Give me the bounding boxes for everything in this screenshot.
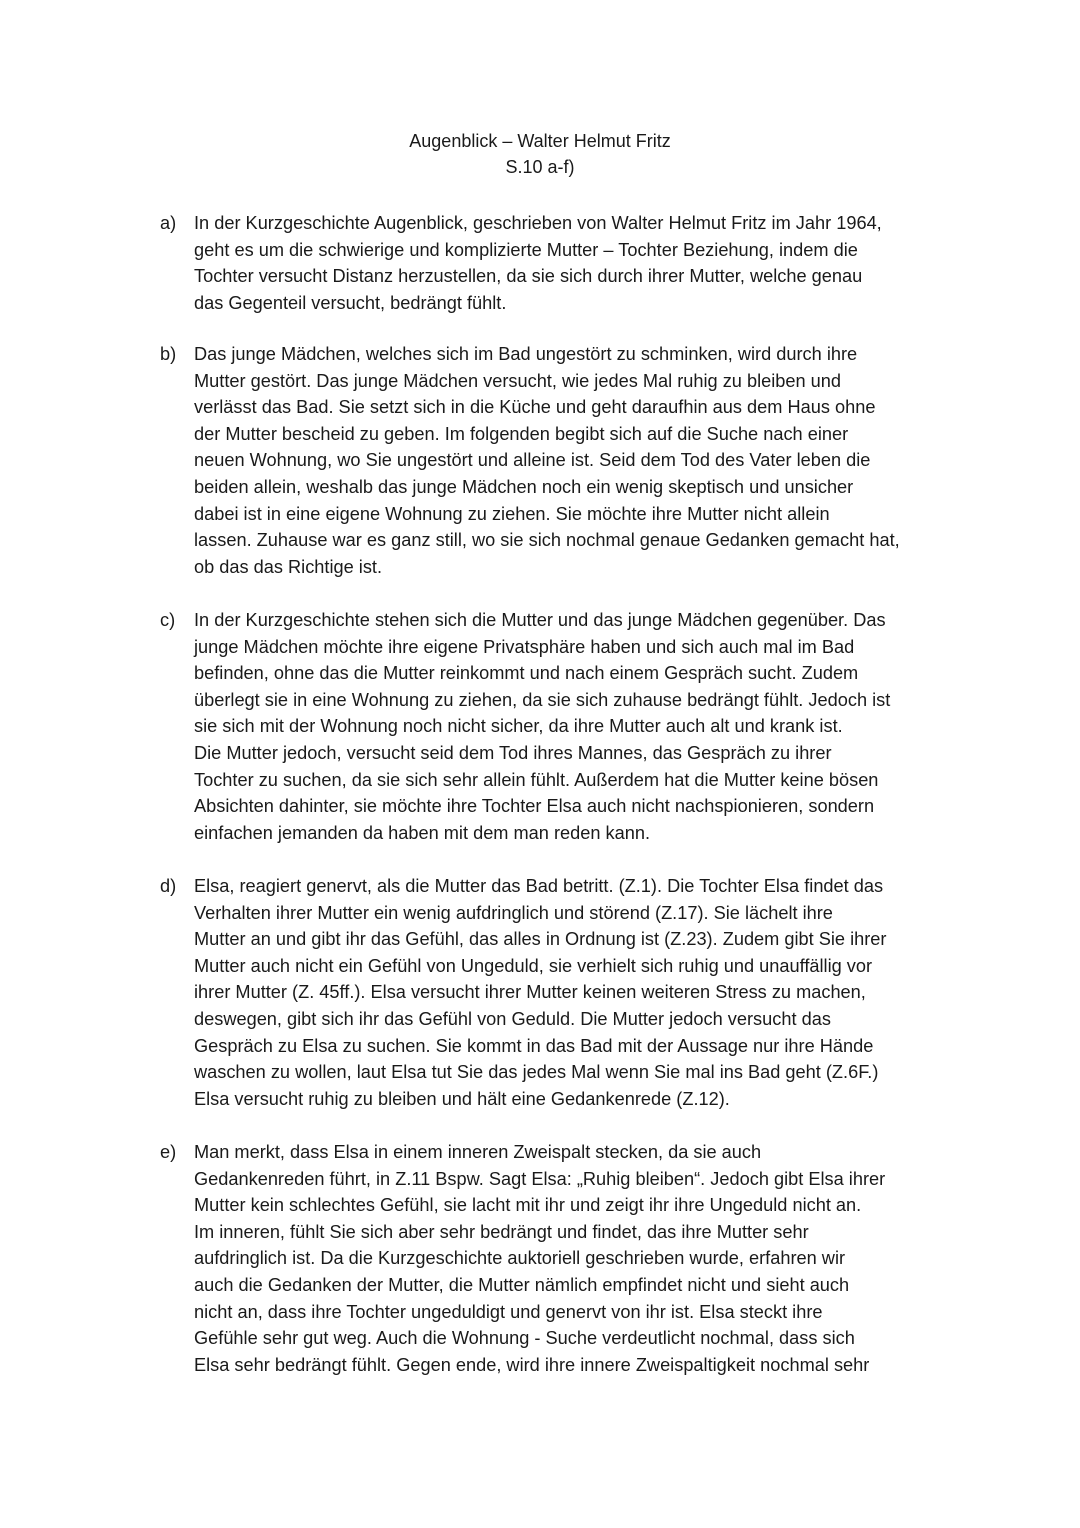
text-line: Im inneren, fühlt Sie sich aber sehr bedrängt und findet, das ihre Mutter sehr — [194, 1221, 809, 1242]
text-line: In der Kurzgeschichte Augenblick, geschrieben von Walter Helmut Fritz im Jahr 1964, — [194, 213, 882, 233]
text-line: waschen zu wollen, laut Elsa tut Sie das jedes Mal wenn Sie mal ins Bad geht (Z.6F.) — [194, 1062, 879, 1083]
text-line: Die Mutter jedoch, versucht seid dem Tod ihres Mannes, das Gespräch zu ihrer — [194, 742, 832, 763]
answer-section-a — [160, 210, 960, 316]
text-line: ihrer Mutter (Z. 45ff.). Elsa versucht ihrer Mutter keinen weiteren Stress zu machen, — [194, 982, 866, 1003]
text-line: Gedankenreden führt, in Z.11 Bspw. Sagt Elsa: „Ruhig bleiben“. Jedoch gibt Elsa ihrer — [194, 1168, 886, 1189]
text-line: einfachen jemanden da haben mit dem man reden kann. — [194, 822, 651, 843]
text-line: dabei ist in eine eigene Wohnung zu ziehen. Sie möchte ihre Mutter nicht allein — [194, 503, 830, 524]
text-line: Verhalten ihrer Mutter ein wenig aufdringlich und störend (Z.17). Sie lächelt ihre — [194, 902, 833, 923]
text-line: Mutter an und gibt ihr das Gefühl, das alles in Ordnung ist (Z.23). Zudem gibt Sie ihrer — [194, 929, 887, 950]
document-subtitle: S.10 a-f) — [505, 157, 575, 177]
text-line: lassen. Zuhause war es ganz still, wo sie sich nochmal genaue Gedanken gemacht hat, — [194, 530, 900, 551]
document-header — [0, 128, 1080, 180]
text-line: Elsa, reagiert genervt, als die Mutter das Bad betritt. (Z.1). Die Tochter Elsa findet das — [194, 876, 884, 896]
answer-section-c — [160, 607, 960, 846]
text-line: das Gegenteil versucht, bedrängt fühlt. — [194, 292, 507, 313]
document-title: Augenblick – Walter Helmut Fritz — [409, 131, 671, 151]
text-line: verlässt das Bad. Sie setzt sich in die Küche und geht daraufhin aus dem Haus ohne — [194, 397, 876, 418]
text-line: beiden allein, weshalb das junge Mädchen noch ein wenig skeptisch und unsicher — [194, 476, 854, 497]
section-marker: e) — [160, 1142, 177, 1162]
text-line: auch die Gedanken der Mutter, die Mutter nämlich empfindet nicht und sieht auch — [194, 1274, 850, 1295]
text-line: deswegen, gibt sich ihr das Gefühl von Geduld. Die Mutter jedoch versucht das — [194, 1008, 831, 1029]
text-line: aufdringlich ist. Da die Kurzgeschichte auktoriell geschrieben wurde, erfahren wir — [194, 1248, 846, 1269]
text-line: Mutter auch nicht ein Gefühl von Ungeduld, sie verhielt sich ruhig und unauffällig vor — [194, 955, 873, 976]
text-line: nicht an, dass ihre Tochter ungeduldigt und genervt von ihr ist. Elsa steckt ihre — [194, 1301, 823, 1322]
answer-section-e — [160, 1139, 960, 1378]
text-line: ob das das Richtige ist. — [194, 556, 383, 577]
section-marker: d) — [160, 876, 177, 896]
section-text — [194, 873, 960, 1112]
text-line: neuen Wohnung, wo Sie ungestört und alleine ist. Seid dem Tod des Vater leben die — [194, 450, 871, 471]
text-line: Gespräch zu Elsa zu suchen. Sie kommt in das Bad mit der Aussage nur ihre Hände — [194, 1035, 874, 1056]
text-line: überlegt sie in eine Wohnung zu ziehen, da sie sich zuhause bedrängt fühlt. Jedoch ist — [194, 689, 891, 710]
section-text — [194, 607, 960, 846]
text-line: geht es um die schwierige und komplizierte Mutter – Tochter Beziehung, indem die — [194, 239, 858, 260]
text-line: befinden, ohne das die Mutter reinkommt und nach einem Gespräch sucht. Zudem — [194, 663, 859, 684]
section-marker: b) — [160, 344, 177, 364]
text-line: Tochter zu suchen, da sie sich sehr allein fühlt. Außerdem hat die Mutter keine bösen — [194, 769, 879, 790]
section-marker: c) — [160, 610, 176, 630]
text-line: junge Mädchen möchte ihre eigene Privatsphäre haben und sich auch mal im Bad — [194, 636, 855, 657]
text-line: Elsa sehr bedrängt fühlt. Gegen ende, wird ihre innere Zweispaltigkeit nochmal sehr — [194, 1354, 870, 1375]
text-line: Tochter versucht Distanz herzustellen, da sie sich durch ihrer Mutter, welche genau — [194, 266, 863, 287]
text-line: Gefühle sehr gut weg. Auch die Wohnung - Suche verdeutlicht nochmal, dass sich — [194, 1328, 855, 1349]
text-line: In der Kurzgeschichte stehen sich die Mutter und das junge Mädchen gegenüber. Das — [194, 610, 886, 630]
text-line: Absichten dahinter, sie möchte ihre Tochter Elsa auch nicht nachspionieren, sondern — [194, 796, 875, 817]
text-line: Das junge Mädchen, welches sich im Bad ungestört zu schminken, wird durch ihre — [194, 344, 858, 364]
text-line: Elsa versucht ruhig zu bleiben und hält eine Gedankenrede (Z.12). — [194, 1088, 730, 1109]
text-line: Mutter gestört. Das junge Mädchen versucht, wie jedes Mal ruhig zu bleiben und — [194, 370, 842, 391]
section-text — [194, 341, 960, 580]
answer-section-d — [160, 873, 960, 1112]
section-text — [194, 210, 960, 316]
text-line: Mutter kein schlechtes Gefühl, sie lacht mit ihr und zeigt ihr ihre Ungeduld nicht an. — [194, 1195, 862, 1216]
text-line: sie sich mit der Wohnung noch nicht sicher, da ihre Mutter auch alt und krank ist. — [194, 716, 843, 737]
section-marker: a) — [160, 213, 177, 233]
answer-section-b — [160, 341, 960, 580]
section-text — [194, 1139, 960, 1378]
text-line: Man merkt, dass Elsa in einem inneren Zweispalt stecken, da sie auch — [194, 1142, 762, 1162]
text-line: der Mutter bescheid zu geben. Im folgenden begibt sich auf die Suche nach einer — [194, 423, 849, 444]
